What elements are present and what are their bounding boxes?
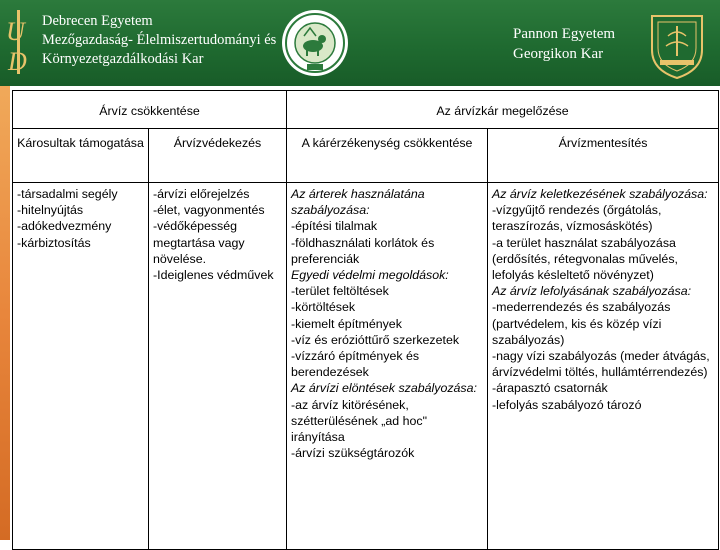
right-title-line: Georgikon Kar bbox=[513, 46, 604, 62]
sub-header-victim-support: Károsultak támogatása bbox=[13, 129, 149, 183]
left-accent-strip bbox=[0, 86, 10, 540]
cell-list-item: -adókedvezmény bbox=[17, 219, 112, 234]
cell-flood-protection bbox=[488, 183, 719, 550]
cell-list-item: Egyedi védelmi megoldások: bbox=[291, 268, 449, 283]
cell-victim-support bbox=[13, 183, 149, 550]
flood-measures-table bbox=[12, 90, 719, 550]
cell-list-item: Az árvíz keletkezésének szabályozása: bbox=[492, 187, 708, 201]
cell-list-item: -Ideiglenes védművek bbox=[153, 268, 274, 283]
university-logo-icon bbox=[4, 6, 34, 78]
cell-list-item: -vízgyűjtő rendezés (őrgátolás, teraszírozás, vízmosáskötés) bbox=[492, 203, 662, 234]
table-body-row bbox=[13, 183, 719, 550]
left-title-line: Debrecen Egyetem bbox=[42, 13, 153, 29]
table-sub-header-row bbox=[13, 129, 719, 183]
left-title-line: Környezetgazdálkodási Kar bbox=[42, 51, 204, 67]
cell-list-item: -lefolyás szabályozó tározó bbox=[492, 397, 642, 412]
cell-list-item: -árvízi szükségtározók bbox=[291, 446, 415, 461]
faculty-seal-icon bbox=[280, 8, 350, 78]
sub-header-flood-defense: Árvízvédekezés bbox=[149, 129, 287, 183]
table-group-header-row bbox=[13, 91, 719, 129]
cell-list-item: -árapasztó csatornák bbox=[492, 381, 608, 396]
cell-list-item: -terület feltöltések bbox=[291, 284, 389, 299]
group-header-flood-reduction: Árvíz csökkentése bbox=[13, 91, 287, 129]
cell-list-item: -árvízi előrejelzés bbox=[153, 187, 250, 201]
cell-list-item: -védőképesség megtartása vagy növelése. bbox=[153, 219, 245, 266]
cell-flood-defense bbox=[149, 183, 287, 550]
cell-vulnerability-reduction bbox=[287, 183, 488, 550]
georgikon-crest-icon bbox=[646, 10, 708, 82]
cell-list-item: -az árvíz kitörésének, szétterülésének „ad hoc" irányítása bbox=[291, 397, 427, 445]
cell-list-item: -körtöltések bbox=[291, 300, 356, 315]
right-title-line: Pannon Egyetem bbox=[513, 26, 616, 42]
cell-list-item: -a terület használat szabályozása (erdősítés, rétegvonalas művelés, lefolyás késleltető növényzet) bbox=[492, 235, 678, 283]
cell-list-item: -élet, vagyonmentés bbox=[153, 203, 265, 218]
cell-list-item: Az árterek használatána szabályozása: bbox=[291, 187, 425, 218]
header-banner bbox=[0, 0, 720, 86]
cell-list-item: -társadalmi segély bbox=[17, 187, 118, 201]
cell-list-item: -kiemelt építmények bbox=[291, 316, 402, 331]
sub-header-vulnerability-reduction: A kárérzékenység csökkentése bbox=[287, 129, 488, 183]
cell-list-item: -vízzáró építmények és berendezések bbox=[291, 349, 420, 380]
logo-letter-u: U bbox=[6, 17, 25, 46]
group-header-damage-prevention: Az árvízkár megelőzése bbox=[287, 91, 719, 129]
cell-list-item: -hitelnyújtás bbox=[17, 203, 84, 218]
logo-letter-d: D bbox=[8, 47, 27, 76]
right-university-title bbox=[513, 24, 615, 64]
cell-list-item: Az árvíz lefolyásának szabályozása: bbox=[492, 284, 692, 299]
left-university-title bbox=[42, 12, 276, 69]
cell-list-item: -mederrendezés és szabályozás (partvédelem, kis és közép vízi szabályozás) bbox=[492, 300, 671, 347]
sub-header-flood-protection: Árvízmentesítés bbox=[488, 129, 719, 183]
left-title-line: Mezőgazdaság- Élelmiszertudományi és bbox=[42, 32, 277, 48]
cell-list-item: Az árvízi elöntések szabályozása: bbox=[291, 381, 477, 396]
cell-list-item: -nagy vízi szabályozás (meder átvágás, árvízvédelmi töltés, hullámtérrendezés) bbox=[492, 349, 710, 380]
cell-list-item: -kárbiztosítás bbox=[17, 235, 91, 250]
cell-list-item: -építési tilalmak bbox=[291, 219, 378, 234]
cell-list-item: -víz és erózióttűrő szerkezetek bbox=[291, 332, 460, 347]
cell-list-item: -földhasználati korlátok és preferenciák bbox=[291, 235, 435, 266]
